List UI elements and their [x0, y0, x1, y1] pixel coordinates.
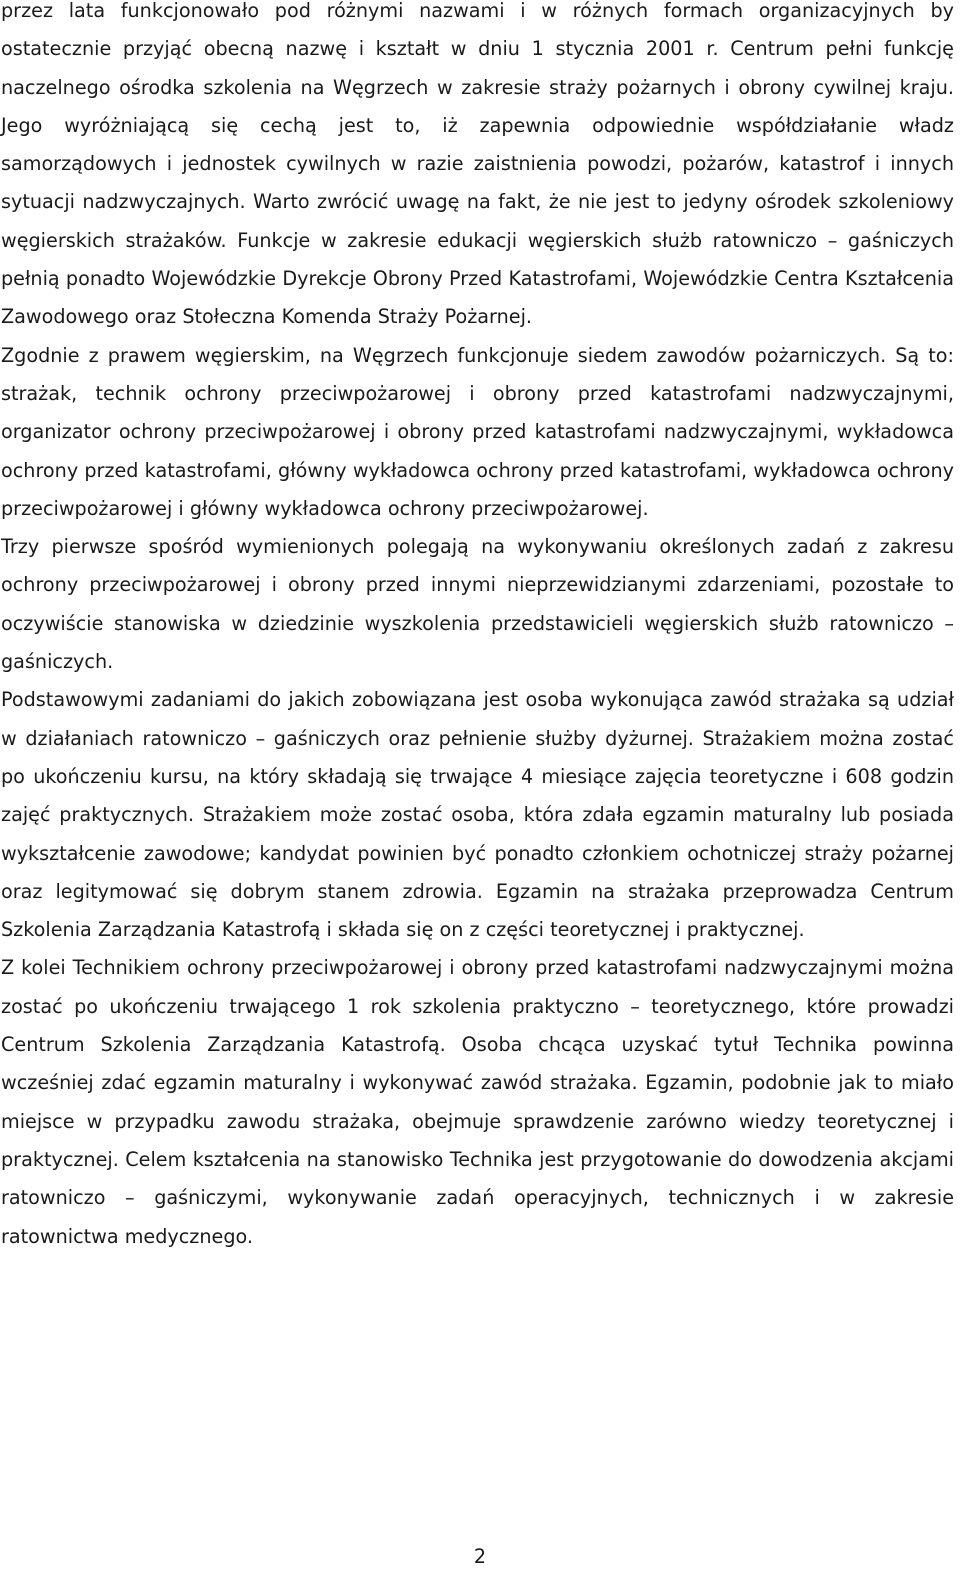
- paragraph-5: Z kolei Technikiem ochrony przeciwpożarowej i obrony przed katastrofami nadzwyczajnymi można zostać po ukończeniu trwającego 1 rok szkolenia praktyczno – teoretycznego, które prowadzi Centrum Szkolenia Zarządzania Katastrofą. Osoba chcąca uzyskać tytuł Technika powinna wcześniej zdać egzamin maturalny i wykonywać zawód strażaka. Egzamin, podobnie jak to miało miejsce w przypadku zawodu strażaka, obejmuje sprawdzenie zarówno wiedzy teoretycznej i praktycznej. Celem kształcenia na stanowisko Technika jest przygotowanie do dowodzenia akcjami ratowniczo – gaśniczymi, wykonywanie zadań operacyjnych, technicznych i w zakresie ratownictwa medycznego.: [1, 956, 954, 1248]
- document-body: [1, 0, 954, 1256]
- paragraph-4: Podstawowymi zadaniami do jakich zobowiązana jest osoba wykonująca zawód strażaka są udział w działaniach ratowniczo – gaśniczych oraz pełnienie służby dyżurnej. Strażakiem można zostać po ukończeniu kursu, na który składają się trwające 4 miesiące zajęcia teoretyczne i 608 godzin zajęć praktycznych. Strażakiem może zostać osoba, która zdała egzamin maturalny lub posiada wykształcenie zawodowe; kandydat powinien być ponadto członkiem ochotniczej straży pożarnej oraz legitymować się dobrym stanem zdrowia. Egzamin na strażaka przeprowadza Centrum Szkolenia Zarządzania Katastrofą i składa się on z części teoretycznej i praktycznej.: [1, 688, 954, 942]
- paragraph-1: przez lata funkcjonowało pod różnymi nazwami i w różnych formach organizacyjnych by ostatecznie przyjąć obecną nazwę i kształt w dniu 1 stycznia 2001 r. Centrum pełni funkcję naczelnego ośrodka szkolenia na Węgrzech w zakresie straży pożarnych i obrony cywilnej kraju. Jego wyróżniającą się cechą jest to, iż zapewnia odpowiednie współdziałanie władz samorządowych i jednostek cywilnych w razie zaistnienia powodzi, pożarów, katastrof i innych sytuacji nadzwyczajnych. Warto zwrócić uwagę na fakt, że nie jest to jedyny ośrodek szkoleniowy węgierskich strażaków. Funkcje w zakresie edukacji węgierskich służb ratowniczo – gaśniczych pełnią ponadto Wojewódzkie Dyrekcje Obrony Przed Katastrofami, Wojewódzkie Centra Kształcenia Zawodowego oraz Stołeczna Komenda Straży Pożarnej.: [1, 0, 954, 329]
- paragraph-2: Zgodnie z prawem węgierskim, na Węgrzech funkcjonuje siedem zawodów pożarniczych. Są to: strażak, technik ochrony przeciwpożarowej i obrony przed katastrofami nadzwyczajnymi, organizator ochrony przeciwpożarowej i obrony przed katastrofami nadzwyczajnymi, wykładowca ochrony przed katastrofami, główny wykładowca ochrony przed katastrofami, wykładowca ochrony przeciwpożarowej i główny wykładowca ochrony przeciwpożarowej.: [1, 343, 954, 520]
- page-number: 2: [473, 1545, 487, 1568]
- paragraph-3: Trzy pierwsze spośród wymienionych polegają na wykonywaniu określonych zadań z zakresu ochrony przeciwpożarowej i obrony przed innymi nieprzewidzianymi zdarzeniami, pozostałe to oczywiście stanowiska w dziedzinie wyszkolenia przedstawicieli węgierskich służb ratowniczo – gaśniczych.: [1, 535, 954, 674]
